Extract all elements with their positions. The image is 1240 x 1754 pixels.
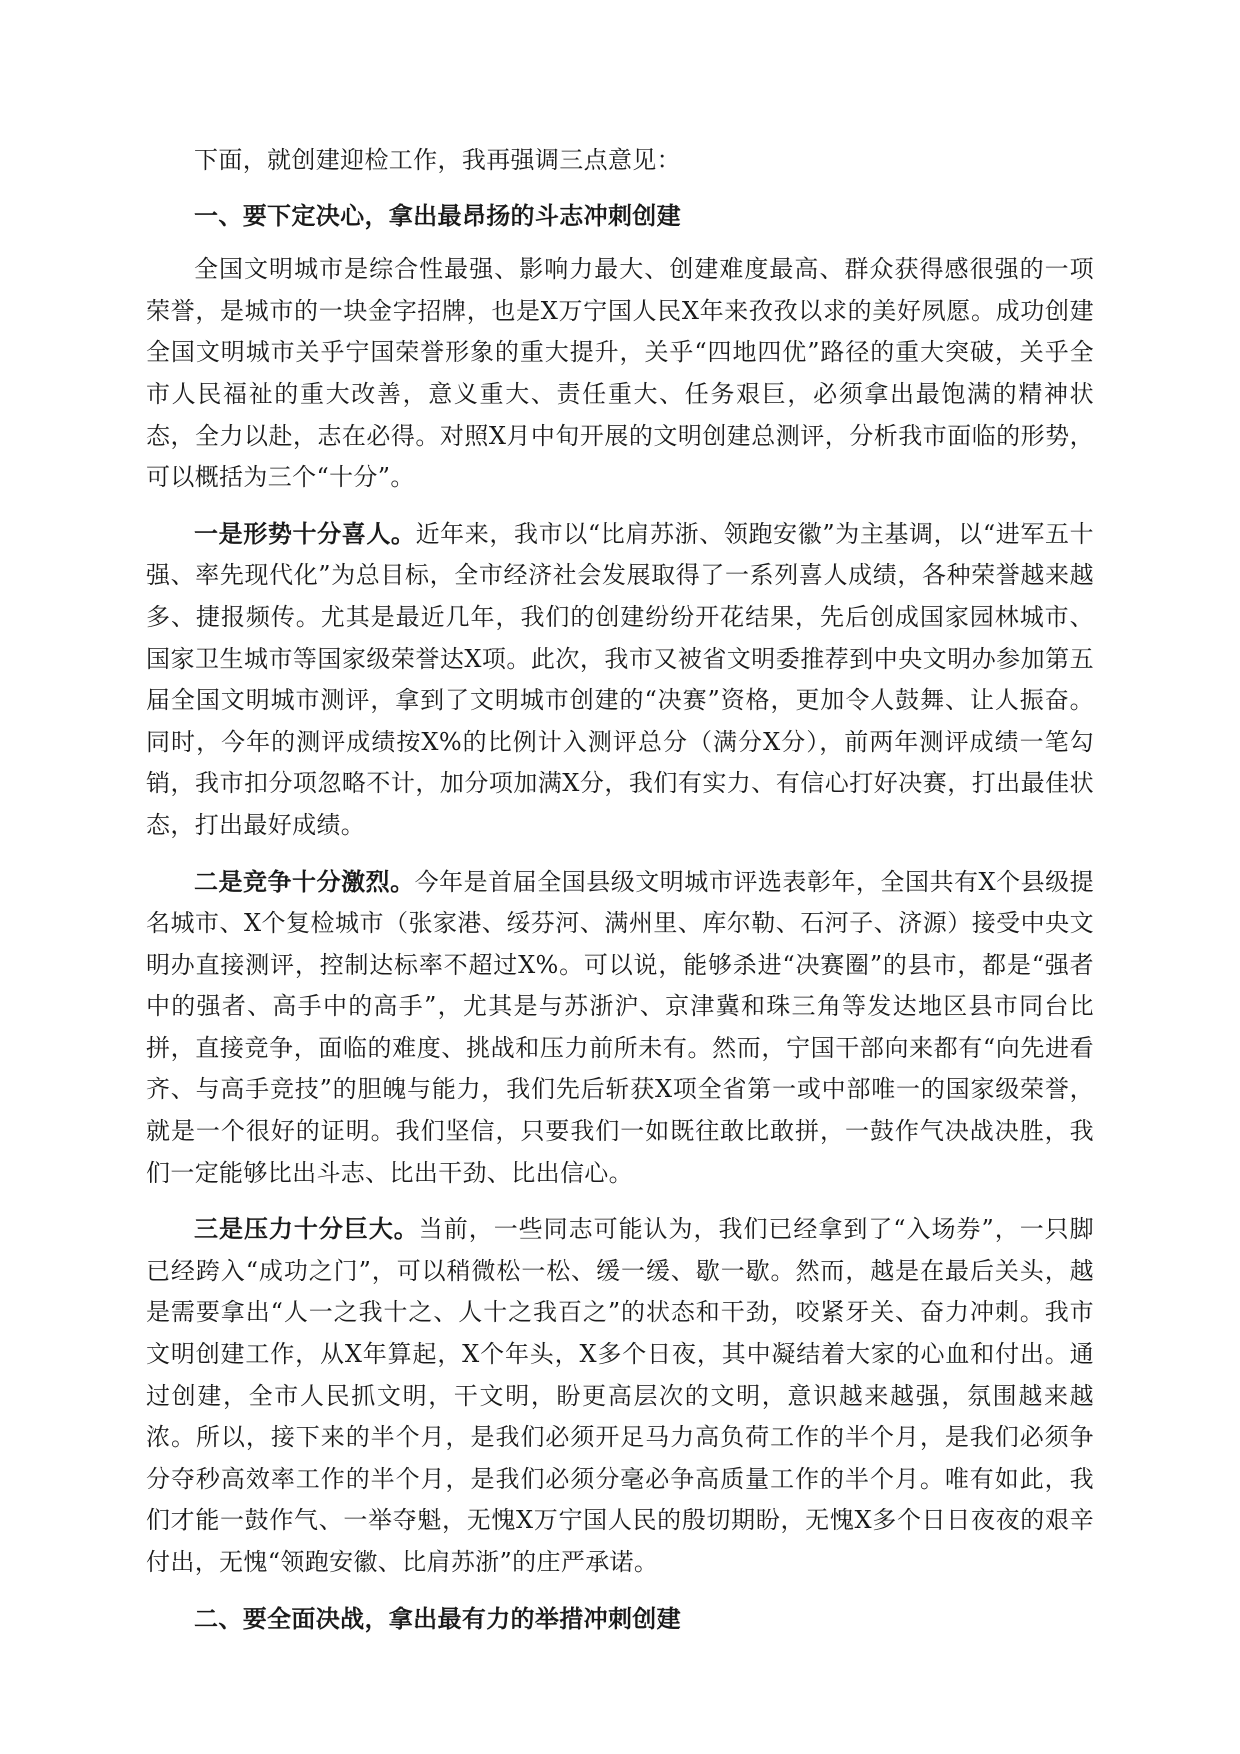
- document-page: [146, 140, 1094, 1640]
- paragraph-lead: 一是形势十分喜人。: [194, 518, 416, 548]
- section-1-paragraph-4: [146, 1208, 1094, 1583]
- paragraph-lead: 二是竞争十分激烈。: [194, 866, 415, 896]
- section-1-paragraph-2: [146, 513, 1094, 847]
- paragraph-text: 全国文明城市是综合性最强、影响力最大、创建难度最高、群众获得感很强的一项荣誉，是城市的一块金字招牌，也是X万宁国人民X年来孜孜以求的美好夙愿。成功创建全国文明城市关乎宁国荣誉形象的重大提升，关乎“四地四优”路径的重大突破，关乎全市人民福祉的重大改善，意义重大、责任重大、任务艰巨，必须拿出最饱满的精神状态，全力以赴，志在必得。对照X月中旬开展的文明创建总测评，分析我市面临的形势，可以概括为三个“十分”。: [146, 255, 1094, 492]
- section-1-heading: 一、要下定决心，拿出最昂扬的斗志冲刺创建: [194, 200, 681, 230]
- intro-paragraph: 下面，就创建迎检工作，我再强调三点意见：: [194, 146, 681, 174]
- paragraph-text: 近年来，我市以“比肩苏浙、领跑安徽”为主基调，以“进军五十强、率先现代化”为总目标，全市经济社会发展取得了一系列喜人成绩，各种荣誉越来越多、捷报频传。尤其是最近几年，我们的创建纷纷开花结果，先后创成国家园林城市、国家卫生城市等国家级荣誉达X项。此次，我市又被省文明委推荐到中央文明办参加第五届全国文明城市测评，拿到了文明城市创建的“决赛”资格，更加令人鼓舞、让人振奋。同时，今年的测评成绩按X%的比例计入测评总分（满分X分），前两年测评成绩一笔勾销，我市扣分项忽略不计，加分项加满X分，我们有实力、有信心打好决赛，打出最佳状态，打出最好成绩。: [146, 519, 1094, 839]
- paragraph-text: 今年是首届全国县级文明城市评选表彰年，全国共有X个县级提名城市、X个复检城市（张家港、绥芬河、满州里、库尔勒、石河子、济源）接受中央文明办直接测评，控制达标率不超过X%。可以说，能够杀进“决赛圈”的县市，都是“强者中的强者、高手中的高手”，尤其是与苏浙沪、京津冀和珠三角等发达地区县市同台比拼，直接竞争，面临的难度、挑战和压力前所未有。然而，宁国干部向来都有“向先进看齐、与高手竞技”的胆魄与能力，我们先后斩获X项全省第一或中部唯一的国家级荣誉，就是一个很好的证明。我们坚信，只要我们一如既往敢比敢拼，一鼓作气决战决胜，我们一定能够比出斗志、比出干劲、比出信心。: [146, 867, 1094, 1187]
- section-1-paragraph-1: [146, 248, 1094, 499]
- paragraph-lead: 三是压力十分巨大。: [194, 1214, 419, 1244]
- section-2-heading: 二、要全面决战，拿出最有力的举措冲刺创建: [194, 1603, 681, 1633]
- paragraph-text: 当前，一些同志可能认为，我们已经拿到了“入场券”，一只脚已经跨入“成功之门”，可以稍微松一松、缓一缓、歇一歇。然而，越是在最后关头，越是需要拿出“人一之我十之、人十之我百之”的状态和干劲，咬紧牙关、奋力冲刺。我市文明创建工作，从X年算起，X个年头，X多个日夜，其中凝结着大家的心血和付出。通过创建，全市人民抓文明，干文明，盼更高层次的文明，意识越来越强，氛围越来越浓。所以，接下来的半个月，是我们必须开足马力高负荷工作的半个月，是我们必须争分夺秒高效率工作的半个月，是我们必须分毫必争高质量工作的半个月。唯有如此，我们才能一鼓作气、一举夺魁，无愧X万宁国人民的殷切期盼，无愧X多个日日夜夜的艰辛付出，无愧“领跑安徽、比肩苏浙”的庄严承诺。: [146, 1215, 1094, 1576]
- section-1-paragraph-3: [146, 861, 1094, 1195]
